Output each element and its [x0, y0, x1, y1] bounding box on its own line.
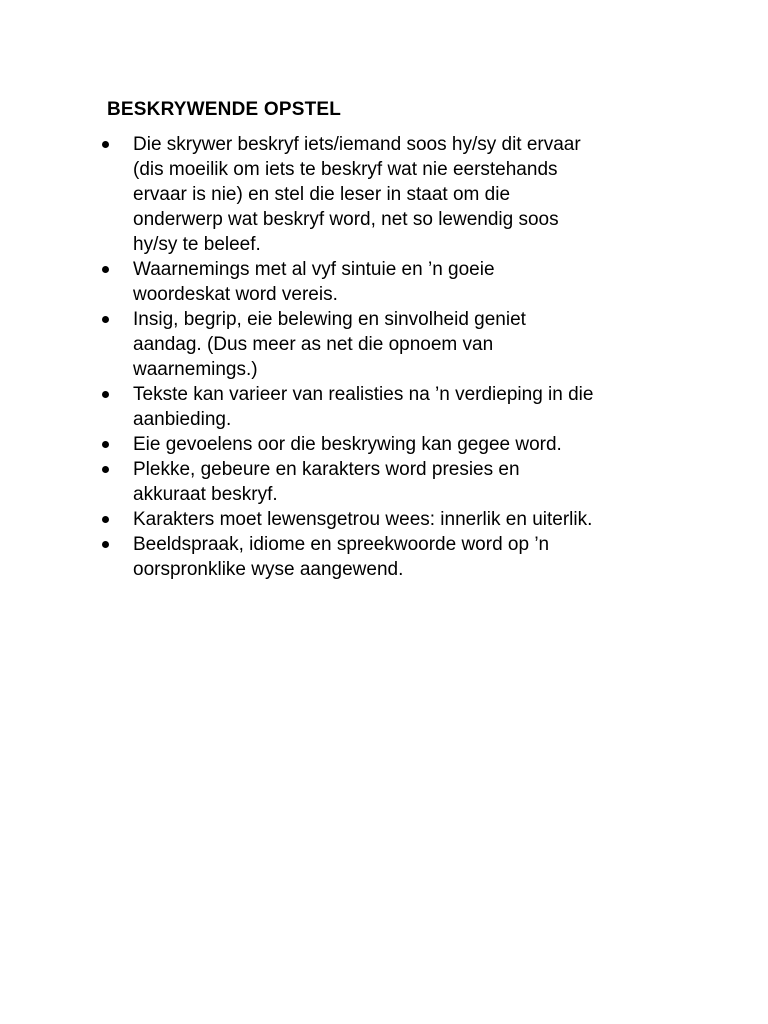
bullet-icon — [102, 266, 109, 273]
list-item-line: Die skrywer beskryf iets/iemand soos hy/sy dit ervaar — [133, 134, 581, 155]
list-item-line: Plekke, gebeure en karakters word presies en — [133, 459, 520, 480]
list-item — [0, 532, 768, 582]
list-item — [0, 307, 768, 382]
list-item-line: akkuraat beskryf. — [133, 484, 278, 505]
list-item-line: waarnemings.) — [133, 359, 258, 380]
bullet-icon — [102, 466, 109, 473]
list-item-line: ervaar is nie) en stel die leser in staat om die — [133, 184, 511, 205]
bullet-icon — [102, 441, 109, 448]
bullet-icon — [102, 541, 109, 548]
list-item-line: onderwerp wat beskryf word, net so lewendig soos — [133, 209, 559, 230]
list-item — [0, 432, 768, 457]
list-item-line: Tekste kan varieer van realisties na ’n verdieping in die — [133, 384, 594, 405]
page-title: BESKRYWENDE OPSTEL — [107, 99, 342, 120]
list-item-line: aandag. (Dus meer as net die opnoem van — [133, 334, 494, 355]
list-item — [0, 382, 768, 432]
list-item-line: aanbieding. — [133, 409, 232, 430]
list-item — [0, 257, 768, 307]
list-item-line: Karakters moet lewensgetrou wees: innerlik en uiterlik. — [133, 509, 593, 530]
bullet-icon — [102, 316, 109, 323]
list-item-line: Insig, begrip, eie belewing en sinvolheid geniet — [133, 309, 526, 330]
list-item-line: (dis moeilik om iets te beskryf wat nie eerstehands — [133, 159, 558, 180]
bullet-icon — [102, 141, 109, 148]
list-item — [0, 132, 768, 257]
list-item-line: hy/sy te beleef. — [133, 234, 261, 255]
bullet-list — [0, 132, 768, 582]
list-item-line: oorspronklike wyse aangewend. — [133, 559, 404, 580]
bullet-icon — [102, 391, 109, 398]
list-item-line: Beeldspraak, idiome en spreekwoorde word op ’n — [133, 534, 550, 555]
list-item — [0, 507, 768, 532]
bullet-icon — [102, 516, 109, 523]
list-item-line: Eie gevoelens oor die beskrywing kan gegee word. — [133, 434, 562, 455]
list-item-line: Waarnemings met al vyf sintuie en ’n goeie — [133, 259, 495, 280]
list-item — [0, 457, 768, 507]
list-item-line: woordeskat word vereis. — [133, 284, 338, 305]
